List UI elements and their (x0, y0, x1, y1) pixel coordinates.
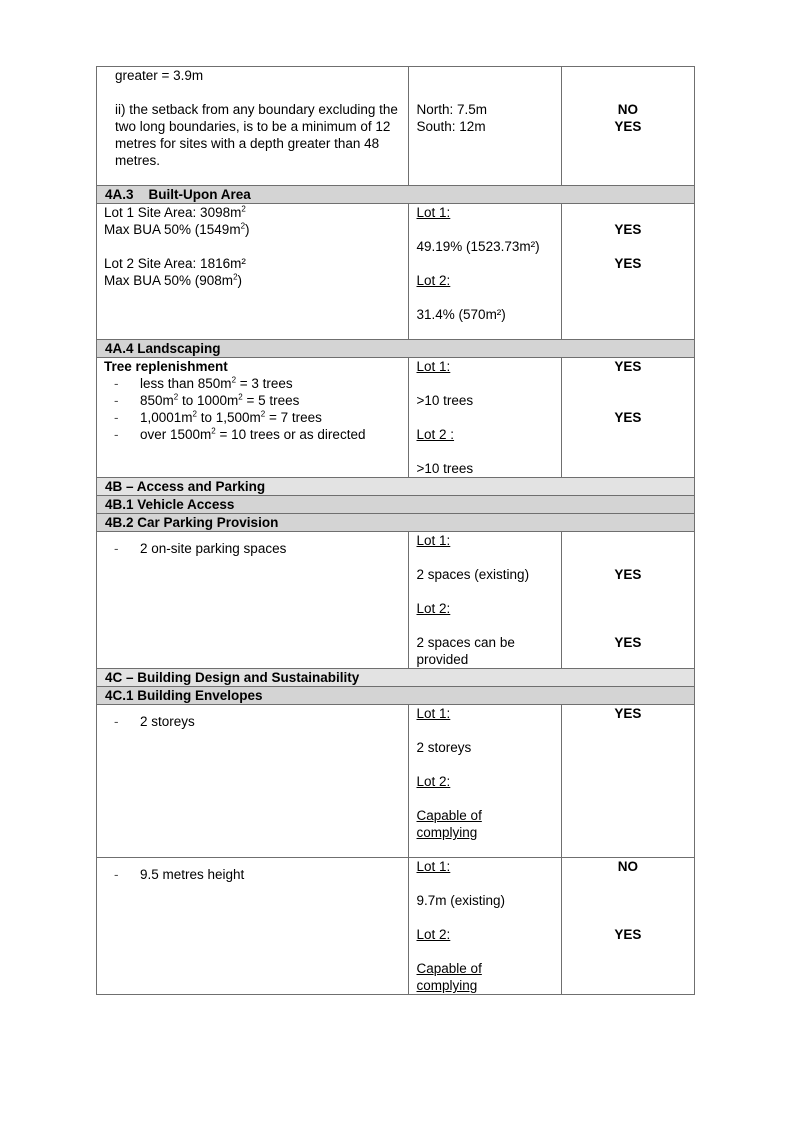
bua-lot2-label: Lot 2: (416, 273, 451, 288)
compliance-table (96, 66, 695, 995)
storeys-lot1-label: Lot 1: (416, 706, 451, 721)
list-item: - $1,0001m^2$ to $1,500m^2 = 7$ trees (112, 409, 400, 426)
height-compliance-2: YES (614, 927, 642, 942)
bua-compliance-2: YES (614, 256, 642, 271)
parking-proposal-cell (408, 532, 561, 669)
bua-row (97, 204, 695, 340)
list-item: - over $1500m^2 = 10$ trees or as directed (112, 426, 400, 443)
landscaping-proposal-cell (408, 358, 561, 478)
height-requirement-cell (97, 858, 409, 995)
setback-requirement-cell (97, 67, 409, 186)
bua-lot1-label: Lot 1: (416, 205, 451, 220)
list-item: - less than $850m^2 = 3$ trees (112, 375, 400, 392)
bua-lot2-area: Lot 2 Site Area: 1816m² (104, 256, 246, 271)
bua-lot1-area: Lot 1 Site Area: $3098m^2$ (104, 204, 246, 220)
bua-lot2-max: Max BUA 50% $(908m^2)$ (104, 272, 243, 288)
design-header-row (97, 669, 695, 687)
bua-heading: 4A.3 Built-Upon Area (97, 186, 695, 204)
list-item: - 9.5 metres height (112, 866, 400, 883)
landscaping-requirement-cell (97, 358, 409, 478)
storeys-requirement-cell (97, 705, 409, 858)
parking-compliance-1: YES (614, 567, 642, 582)
storeys-proposal-cell (408, 705, 561, 858)
landscaping-compliance-cell (561, 358, 694, 478)
bua-compliance-cell (561, 204, 694, 340)
storeys-lot2-label: Lot 2: (416, 774, 451, 789)
storeys-lot2-value: Capable of complying (416, 808, 482, 840)
bua-proposal-cell (408, 204, 561, 340)
landscaping-lot1-label: Lot 1: (416, 359, 451, 374)
height-compliance-1: NO (617, 859, 638, 874)
envelopes-header-row (97, 687, 695, 705)
parking-lot2-label: Lot 2: (416, 601, 451, 616)
landscaping-lot2-value: >10 trees (416, 461, 474, 476)
landscaping-lot2-label: Lot 2 : (416, 427, 455, 442)
storeys-row (97, 705, 695, 858)
envelopes-heading: 4C.1 Building Envelopes (97, 687, 695, 705)
height-rules-list (104, 866, 400, 883)
setback-north: North: 7.5m (416, 102, 488, 117)
parking-heading: 4B.2 Car Parking Provision (97, 514, 695, 532)
access-header-row (97, 478, 695, 496)
landscaping-compliance-1: YES (614, 359, 642, 374)
storeys-lot1-value: 2 storeys (416, 740, 472, 755)
parking-row (97, 532, 695, 669)
setback-continued-text: greater = 3.9m (115, 68, 204, 83)
landscaping-heading: 4A.4 Landscaping (97, 340, 695, 358)
list-item: - 2 storeys (112, 713, 400, 730)
tree-rules-list (104, 375, 400, 443)
height-lot1-label: Lot 1: (416, 859, 451, 874)
parking-lot1-label: Lot 1: (416, 533, 451, 548)
bua-lot2-value: 31.4% (570m²) (416, 307, 506, 322)
height-row (97, 858, 695, 995)
height-lot1-value: 9.7m (existing) (416, 893, 506, 908)
bua-lot1-value: 49.19% (1523.73m²) (416, 239, 540, 254)
list-item: - $850m^2$ to $1000m^2 = 5$ trees (112, 392, 400, 409)
height-compliance-cell (561, 858, 694, 995)
vehicle-access-heading: 4B.1 Vehicle Access (97, 496, 695, 514)
landscaping-row (97, 358, 695, 478)
setback-compliance-1: NO (617, 102, 638, 117)
storeys-compliance-cell (561, 705, 694, 858)
setback-proposal-cell (408, 67, 561, 186)
landscaping-lot1-value: >10 trees (416, 393, 474, 408)
setback-compliance-cell (561, 67, 694, 186)
tree-replenishment-heading: Tree replenishment (104, 359, 228, 374)
access-heading: 4B – Access and Parking (97, 478, 695, 496)
design-heading: 4C – Building Design and Sustainability (97, 669, 695, 687)
setback-south: South: 12m (416, 119, 486, 134)
bua-requirement-cell (97, 204, 409, 340)
parking-requirement-cell (97, 532, 409, 669)
height-lot2-label: Lot 2: (416, 927, 451, 942)
parking-rules-list (104, 540, 400, 557)
vehicle-access-header-row (97, 496, 695, 514)
parking-compliance-2: YES (614, 635, 642, 650)
parking-compliance-cell (561, 532, 694, 669)
parking-lot1-value: 2 spaces (existing) (416, 567, 530, 582)
bua-lot1-max: Max BUA 50% $(1549m^2)$ (104, 221, 250, 237)
landscaping-header-row (97, 340, 695, 358)
setback-row (97, 67, 695, 186)
list-item: - 2 on-site parking spaces (112, 540, 400, 557)
bua-compliance-1: YES (614, 222, 642, 237)
storeys-rules-list (104, 713, 400, 730)
storeys-compliance: YES (614, 706, 642, 721)
bua-header-row (97, 186, 695, 204)
height-lot2-value: Capable of complying (416, 961, 482, 993)
setback-compliance-2: YES (614, 119, 642, 134)
parking-header-row (97, 514, 695, 532)
parking-lot2-value: 2 spaces can be provided (416, 635, 515, 667)
setback-rule-text: ii) the setback from any boundary excluding the two long boundaries, is to be a minimum of 12 metres for sites with a depth greater than 48 metres. (115, 102, 398, 168)
height-proposal-cell (408, 858, 561, 995)
landscaping-compliance-2: YES (614, 410, 642, 425)
